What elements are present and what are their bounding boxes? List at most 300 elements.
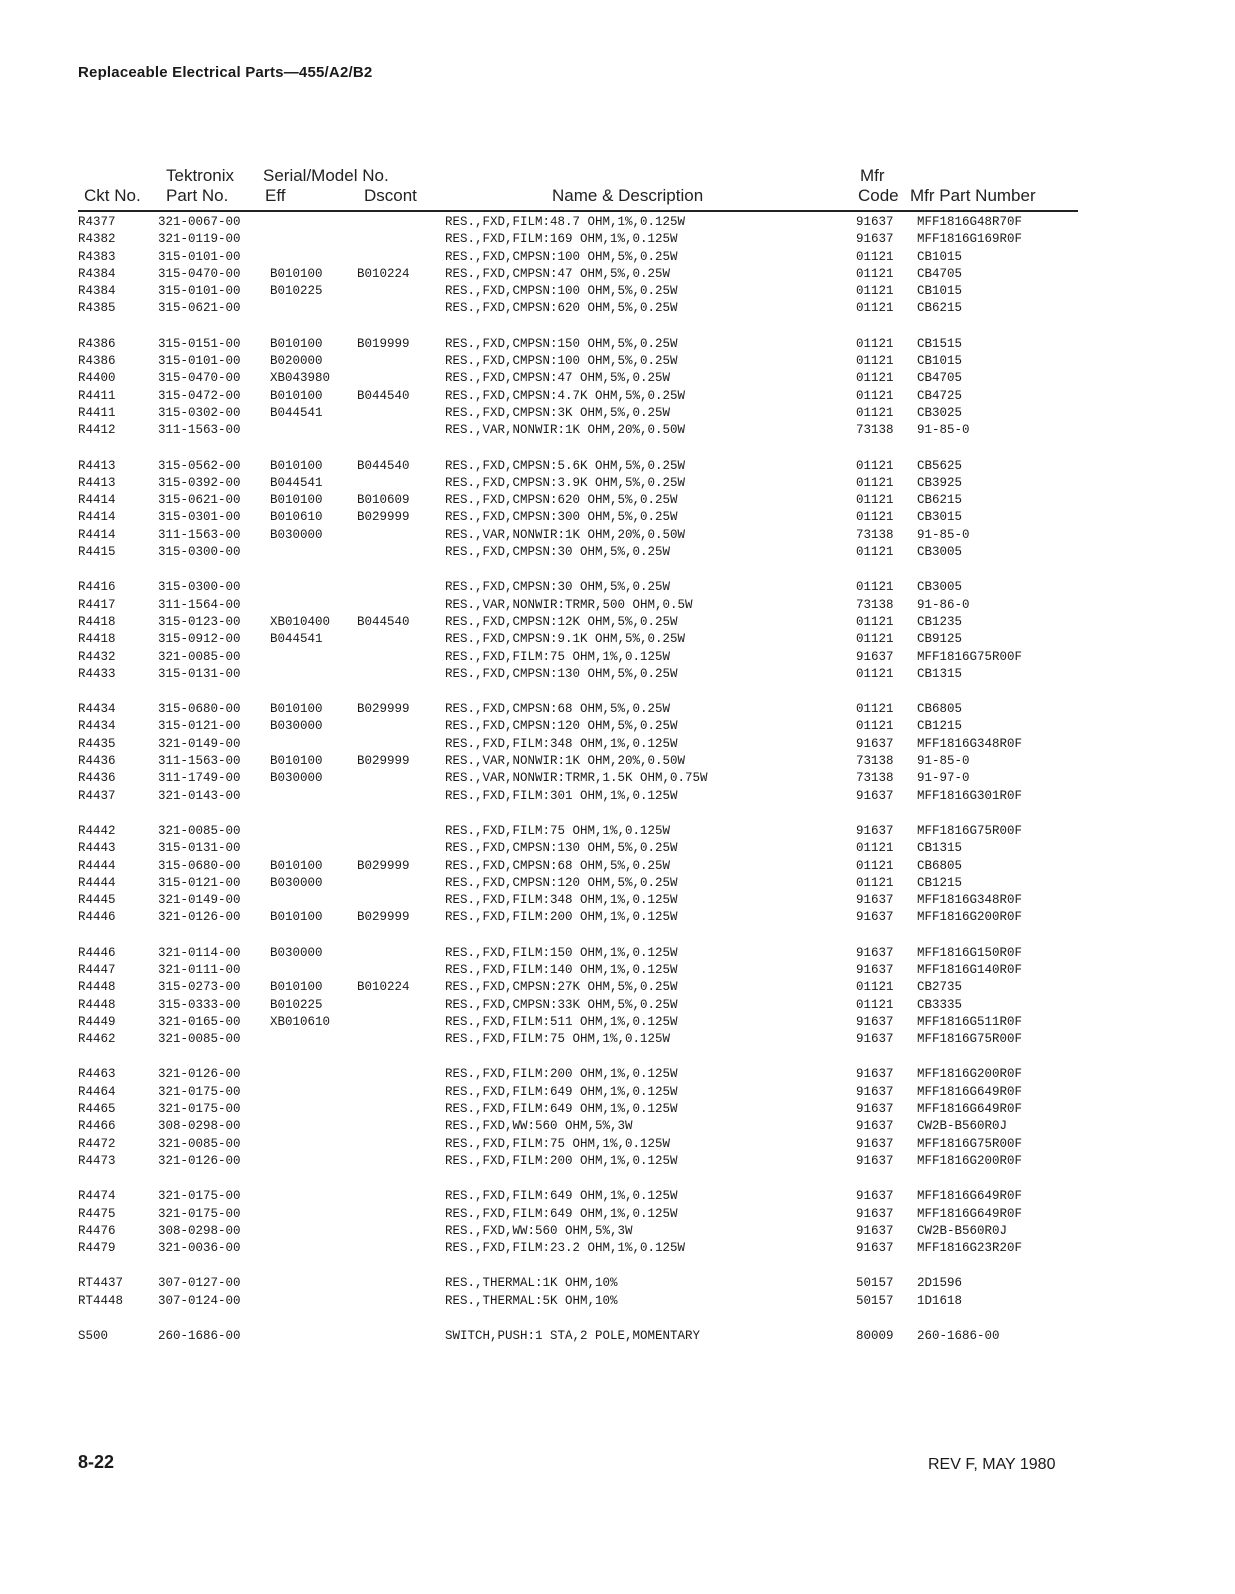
header-part-no: Part No. [166,186,229,205]
mfr-part-number-cell: CB3925 [917,475,963,490]
description-cell: RES.,FXD,CMPSN:27K OHM,5%,0.25W [445,980,678,995]
mfr-part-number-cell: 260-1686-00 [917,1329,1000,1344]
mfr-part-number-cell: CB1315 [917,666,963,681]
table-row [0,337,1235,354]
description-cell: RES.,VAR,NONWIR:1K OHM,20%,0.50W [445,527,686,542]
description-cell: RES.,FXD,CMPSN:150 OHM,5%,0.25W [445,336,678,351]
description-cell: RES.,FXD,CMPSN:68 OHM,5%,0.25W [445,702,671,717]
part-no-cell: 315-0621-00 [158,493,241,508]
eff-cell: B010100 [270,858,323,873]
description-cell: RES.,FXD,CMPSN:120 OHM,5%,0.25W [445,719,678,734]
eff-cell: B010100 [270,336,323,351]
part-no-cell: 315-0472-00 [158,388,241,403]
table-row [0,1241,1235,1258]
mfr-part-number-cell: CB3015 [917,510,963,525]
ckt-no-cell: R4386 [78,354,116,369]
mfr-part-number-cell: MFF1816G75R00F [917,1136,1023,1151]
mfr-code-cell: 01121 [856,980,894,995]
eff-cell: B044541 [270,405,323,420]
part-no-cell: 321-0119-00 [158,232,241,247]
ckt-no-cell: R4449 [78,1014,116,1029]
table-row [0,893,1235,910]
part-no-cell: 315-0131-00 [158,666,241,681]
part-no-cell: 260-1686-00 [158,1329,241,1344]
ckt-no-cell: R4465 [78,1102,116,1117]
dscont-cell: B019999 [357,336,410,351]
row-group [0,702,1235,806]
header-mfr: Mfr [860,166,885,185]
ckt-no-cell: R4448 [78,997,116,1012]
description-cell: RES.,FXD,CMPSN:68 OHM,5%,0.25W [445,858,671,873]
table-row [0,859,1235,876]
mfr-part-number-cell: CB1215 [917,875,963,890]
mfr-part-number-cell: MFF1816G150R0F [917,945,1023,960]
description-cell: RES.,FXD,CMPSN:3.9K OHM,5%,0.25W [445,475,686,490]
table-row [0,1329,1235,1346]
part-no-cell: 321-0175-00 [158,1206,241,1221]
part-no-cell: 315-0392-00 [158,475,241,490]
part-no-cell: 321-0175-00 [158,1189,241,1204]
mfr-part-number-cell: MFF1816G200R0F [917,1067,1023,1082]
ckt-no-cell: R4448 [78,980,116,995]
part-no-cell: 315-0101-00 [158,354,241,369]
dscont-cell: B029999 [357,910,410,925]
mfr-code-cell: 73138 [856,527,894,542]
revision-label: REV F, MAY 1980 [928,1456,1056,1473]
table-row [0,1189,1235,1206]
mfr-code-cell: 91637 [856,823,894,838]
part-no-cell: 321-0126-00 [158,910,241,925]
ckt-no-cell: R4414 [78,493,116,508]
mfr-part-number-cell: MFF1816G511R0F [917,1014,1023,1029]
mfr-part-number-cell: CB4725 [917,388,963,403]
mfr-code-cell: 01121 [856,475,894,490]
mfr-code-cell: 91637 [856,945,894,960]
part-no-cell: 315-0680-00 [158,858,241,873]
mfr-code-cell: 80009 [856,1329,894,1344]
table-row [0,284,1235,301]
mfr-part-number-cell: MFF1816G48R70F [917,215,1023,229]
part-no-cell: 321-0036-00 [158,1241,241,1256]
eff-cell: B010100 [270,702,323,717]
mfr-part-number-cell: CB6805 [917,858,963,873]
mfr-part-number-cell: MFF1816G200R0F [917,1153,1023,1168]
mfr-part-number-cell: CB1015 [917,354,963,369]
description-cell: RES.,FXD,FILM:75 OHM,1%,0.125W [445,649,671,664]
mfr-part-number-cell: CB4705 [917,266,963,281]
table-row [0,841,1235,858]
description-cell: RES.,FXD,CMPSN:3K OHM,5%,0.25W [445,405,671,420]
ckt-no-cell: R4434 [78,702,116,717]
ckt-no-cell: R4411 [78,405,116,420]
part-no-cell: 311-1749-00 [158,771,241,786]
mfr-part-number-cell: CB1235 [917,614,963,629]
part-no-cell: 311-1564-00 [158,597,241,612]
mfr-code-cell: 91637 [856,649,894,664]
table-row [0,789,1235,806]
mfr-code-cell: 91637 [856,1102,894,1117]
table-row [0,910,1235,927]
header-mfr-part-number: Mfr Part Number [910,186,1036,205]
eff-cell: B010100 [270,754,323,769]
mfr-code-cell: 91637 [856,1189,894,1204]
mfr-part-number-cell: 1D1618 [917,1293,963,1308]
part-no-cell: 321-0085-00 [158,1032,241,1047]
table-row [0,702,1235,719]
mfr-code-cell: 73138 [856,423,894,438]
part-no-cell: 315-0273-00 [158,980,241,995]
mfr-code-cell: 01121 [856,666,894,681]
ckt-no-cell: R4413 [78,458,116,473]
ckt-no-cell: R4377 [78,215,116,229]
part-no-cell: 315-0470-00 [158,371,241,386]
ckt-no-cell: R4473 [78,1153,116,1168]
description-cell: SWITCH,PUSH:1 STA,2 POLE,MOMENTARY [445,1329,701,1344]
description-cell: RES.,FXD,CMPSN:5.6K OHM,5%,0.25W [445,458,686,473]
ckt-no-cell: S500 [78,1329,109,1344]
description-cell: RES.,FXD,CMPSN:100 OHM,5%,0.25W [445,284,678,299]
ckt-no-cell: RT4448 [78,1293,124,1308]
table-row [0,1015,1235,1032]
dscont-cell: B029999 [357,858,410,873]
table-row [0,754,1235,771]
part-no-cell: 321-0111-00 [158,962,241,977]
table-row [0,389,1235,406]
description-cell: RES.,FXD,CMPSN:620 OHM,5%,0.25W [445,301,678,316]
mfr-code-cell: 91637 [856,1153,894,1168]
part-no-cell: 321-0175-00 [158,1102,241,1117]
row-group [0,337,1235,441]
description-cell: RES.,FXD,WW:560 OHM,5%,3W [445,1223,633,1238]
part-no-cell: 321-0126-00 [158,1153,241,1168]
ckt-no-cell: R4447 [78,962,116,977]
description-cell: RES.,FXD,FILM:200 OHM,1%,0.125W [445,910,678,925]
description-cell: RES.,FXD,FILM:649 OHM,1%,0.125W [445,1102,678,1117]
row-group [0,1329,1235,1346]
ckt-no-cell: R4479 [78,1241,116,1256]
ckt-no-cell: R4384 [78,266,116,281]
mfr-code-cell: 01121 [856,405,894,420]
ckt-no-cell: R4432 [78,649,116,664]
row-group [0,946,1235,1050]
description-cell: RES.,FXD,CMPSN:620 OHM,5%,0.25W [445,493,678,508]
mfr-code-cell: 91637 [856,1067,894,1082]
mfr-part-number-cell: 91-85-0 [917,423,970,438]
table-row [0,998,1235,1015]
part-no-cell: 321-0165-00 [158,1014,241,1029]
dscont-cell: B029999 [357,702,410,717]
part-no-cell: 308-0298-00 [158,1223,241,1238]
table-row [0,232,1235,249]
table-row [0,1032,1235,1049]
dscont-cell: B029999 [357,754,410,769]
description-cell: RES.,FXD,FILM:169 OHM,1%,0.125W [445,232,678,247]
table-row [0,1294,1235,1311]
description-cell: RES.,FXD,FILM:200 OHM,1%,0.125W [445,1153,678,1168]
table-row [0,980,1235,997]
description-cell: RES.,FXD,FILM:348 OHM,1%,0.125W [445,893,678,908]
table-row [0,267,1235,284]
part-no-cell: 315-0302-00 [158,405,241,420]
description-cell: RES.,FXD,CMPSN:47 OHM,5%,0.25W [445,266,671,281]
part-no-cell: 315-0680-00 [158,702,241,717]
mfr-part-number-cell: CB3025 [917,405,963,420]
row-group [0,459,1235,563]
table-row [0,510,1235,527]
description-cell: RES.,FXD,CMPSN:4.7K OHM,5%,0.25W [445,388,686,403]
table-row [0,423,1235,440]
ckt-no-cell: R4434 [78,719,116,734]
description-cell: RES.,FXD,CMPSN:30 OHM,5%,0.25W [445,580,671,595]
header-serial-model: Serial/Model No. [263,166,389,185]
ckt-no-cell: R4436 [78,754,116,769]
row-group [0,1189,1235,1258]
mfr-part-number-cell: MFF1816G301R0F [917,788,1023,803]
table-row [0,650,1235,667]
description-cell: RES.,FXD,FILM:348 OHM,1%,0.125W [445,736,678,751]
description-cell: RES.,FXD,FILM:48.7 OHM,1%,0.125W [445,215,686,229]
ckt-no-cell: R4435 [78,736,116,751]
ckt-no-cell: R4442 [78,823,116,838]
description-cell: RES.,FXD,FILM:75 OHM,1%,0.125W [445,823,671,838]
eff-cell: XB010400 [270,614,331,629]
mfr-code-cell: 91637 [856,1032,894,1047]
part-no-cell: 307-0124-00 [158,1293,241,1308]
part-no-cell: 315-0562-00 [158,458,241,473]
description-cell: RES.,FXD,FILM:140 OHM,1%,0.125W [445,962,678,977]
mfr-part-number-cell: CB1015 [917,284,963,299]
ckt-no-cell: R4466 [78,1119,116,1134]
ckt-no-cell: R4418 [78,632,116,647]
ckt-no-cell: R4446 [78,910,116,925]
ckt-no-cell: R4384 [78,284,116,299]
part-no-cell: 311-1563-00 [158,754,241,769]
part-no-cell: 321-0126-00 [158,1067,241,1082]
ckt-no-cell: R4415 [78,545,116,560]
description-cell: RES.,FXD,WW:560 OHM,5%,3W [445,1119,633,1134]
header-tektronix: Tektronix [166,166,235,185]
row-group [0,1067,1235,1171]
table-row [0,301,1235,318]
mfr-code-cell: 01121 [856,493,894,508]
table-row [0,1207,1235,1224]
mfr-code-cell: 91637 [856,1014,894,1029]
table-row [0,615,1235,632]
ckt-no-cell: R4444 [78,875,116,890]
dscont-cell: B044540 [357,458,410,473]
ckt-no-cell: R4413 [78,475,116,490]
mfr-part-number-cell: 2D1596 [917,1276,963,1291]
description-cell: RES.,FXD,CMPSN:30 OHM,5%,0.25W [445,545,671,560]
description-cell: RES.,FXD,CMPSN:12K OHM,5%,0.25W [445,614,678,629]
header-rule [78,210,1078,212]
part-no-cell: 321-0085-00 [158,823,241,838]
description-cell: RES.,FXD,FILM:301 OHM,1%,0.125W [445,788,678,803]
eff-cell: B030000 [270,875,323,890]
mfr-code-cell: 01121 [856,284,894,299]
mfr-code-cell: 01121 [856,249,894,264]
dscont-cell: B044540 [357,614,410,629]
eff-cell: B010225 [270,284,323,299]
description-cell: RES.,FXD,CMPSN:47 OHM,5%,0.25W [445,371,671,386]
mfr-part-number-cell: MFF1816G75R00F [917,1032,1023,1047]
header-dscont: Dscont [364,186,417,205]
mfr-part-number-cell: 91-85-0 [917,527,970,542]
part-no-cell: 321-0085-00 [158,1136,241,1151]
eff-cell: B030000 [270,771,323,786]
mfr-part-number-cell: CB4705 [917,371,963,386]
header-ckt-no: Ckt No. [84,186,141,205]
ckt-no-cell: R4411 [78,388,116,403]
mfr-part-number-cell: CB3335 [917,997,963,1012]
table-row [0,354,1235,371]
eff-cell: B010100 [270,388,323,403]
part-no-cell: 321-0143-00 [158,788,241,803]
table-row [0,737,1235,754]
ckt-no-cell: R4444 [78,858,116,873]
mfr-code-cell: 91637 [856,1223,894,1238]
part-no-cell: 321-0067-00 [158,215,241,229]
eff-cell: B010100 [270,910,323,925]
table-row [0,1137,1235,1154]
mfr-code-cell: 01121 [856,858,894,873]
mfr-code-cell: 01121 [856,614,894,629]
description-cell: RES.,FXD,FILM:649 OHM,1%,0.125W [445,1206,678,1221]
table-row [0,719,1235,736]
mfr-part-number-cell: 91-97-0 [917,771,970,786]
mfr-part-number-cell: CB5625 [917,458,963,473]
mfr-part-number-cell: CW2B-B560R0J [917,1223,1008,1238]
table-row [0,493,1235,510]
description-cell: RES.,FXD,CMPSN:100 OHM,5%,0.25W [445,354,678,369]
row-group [0,580,1235,684]
description-cell: RES.,VAR,NONWIR:TRMR,1.5K OHM,0.75W [445,771,708,786]
eff-cell: B010100 [270,458,323,473]
table-row [0,459,1235,476]
eff-cell: B010100 [270,980,323,995]
mfr-code-cell: 01121 [856,875,894,890]
description-cell: RES.,THERMAL:5K OHM,10% [445,1293,618,1308]
eff-cell: XB010610 [270,1014,331,1029]
mfr-part-number-cell: MFF1816G75R00F [917,823,1023,838]
table-row [0,215,1235,232]
parts-table [0,215,1235,1364]
mfr-code-cell: 50157 [856,1276,894,1291]
mfr-part-number-cell: CB6805 [917,702,963,717]
description-cell: RES.,FXD,CMPSN:9.1K OHM,5%,0.25W [445,632,686,647]
mfr-part-number-cell: MFF1816G169R0F [917,232,1023,247]
mfr-code-cell: 01121 [856,632,894,647]
mfr-part-number-cell: CB3005 [917,580,963,595]
eff-cell: B010100 [270,266,323,281]
description-cell: RES.,FXD,FILM:511 OHM,1%,0.125W [445,1014,678,1029]
mfr-part-number-cell: CB1515 [917,336,963,351]
dscont-cell: B010609 [357,493,410,508]
row-group [0,215,1235,319]
part-no-cell: 321-0114-00 [158,945,241,960]
mfr-code-cell: 91637 [856,893,894,908]
ckt-no-cell: R4412 [78,423,116,438]
ckt-no-cell: R4418 [78,614,116,629]
part-no-cell: 315-0121-00 [158,719,241,734]
ckt-no-cell: R4475 [78,1206,116,1221]
eff-cell: B044541 [270,475,323,490]
page-title: Replaceable Electrical Parts—455/A2/B2 [78,64,373,81]
table-row [0,1224,1235,1241]
mfr-part-number-cell: MFF1816G649R0F [917,1102,1023,1117]
ckt-no-cell: R4383 [78,249,116,264]
mfr-part-number-cell: 91-86-0 [917,597,970,612]
mfr-code-cell: 91637 [856,1084,894,1099]
part-no-cell: 315-0123-00 [158,614,241,629]
mfr-code-cell: 91637 [856,215,894,229]
ckt-no-cell: R4476 [78,1223,116,1238]
mfr-part-number-cell: CB6215 [917,301,963,316]
mfr-code-cell: 01121 [856,458,894,473]
mfr-code-cell: 91637 [856,736,894,751]
mfr-part-number-cell: MFF1816G649R0F [917,1084,1023,1099]
mfr-part-number-cell: CB6215 [917,493,963,508]
ckt-no-cell: R4416 [78,580,116,595]
mfr-code-cell: 73138 [856,771,894,786]
description-cell: RES.,FXD,CMPSN:130 OHM,5%,0.25W [445,666,678,681]
mfr-code-cell: 91637 [856,1136,894,1151]
mfr-part-number-cell: MFF1816G23R20F [917,1241,1023,1256]
mfr-part-number-cell: CB2735 [917,980,963,995]
table-row [0,1085,1235,1102]
mfr-part-number-cell: MFF1816G75R00F [917,649,1023,664]
ckt-no-cell: R4437 [78,788,116,803]
mfr-part-number-cell: MFF1816G649R0F [917,1206,1023,1221]
ckt-no-cell: R4400 [78,371,116,386]
table-row [0,580,1235,597]
ckt-no-cell: R4463 [78,1067,116,1082]
ckt-no-cell: R4414 [78,510,116,525]
mfr-code-cell: 01121 [856,545,894,560]
table-row [0,545,1235,562]
mfr-part-number-cell: CW2B-B560R0J [917,1119,1008,1134]
mfr-part-number-cell: 91-85-0 [917,754,970,769]
table-row [0,1276,1235,1293]
eff-cell: B030000 [270,945,323,960]
table-row [0,371,1235,388]
part-no-cell: 315-0301-00 [158,510,241,525]
mfr-code-cell: 91637 [856,788,894,803]
ckt-no-cell: R4414 [78,527,116,542]
mfr-part-number-cell: MFF1816G348R0F [917,893,1023,908]
part-no-cell: 307-0127-00 [158,1276,241,1291]
description-cell: RES.,FXD,FILM:649 OHM,1%,0.125W [445,1084,678,1099]
mfr-code-cell: 91637 [856,1206,894,1221]
part-no-cell: 315-0101-00 [158,284,241,299]
eff-cell: B010610 [270,510,323,525]
part-no-cell: 315-0333-00 [158,997,241,1012]
table-row [0,250,1235,267]
ckt-no-cell: R4474 [78,1189,116,1204]
mfr-code-cell: 91637 [856,910,894,925]
ckt-no-cell: R4462 [78,1032,116,1047]
table-row [0,1067,1235,1084]
mfr-code-cell: 91637 [856,232,894,247]
table-row [0,963,1235,980]
mfr-code-cell: 91637 [856,1119,894,1134]
table-row [0,771,1235,788]
part-no-cell: 321-0149-00 [158,736,241,751]
description-cell: RES.,FXD,CMPSN:130 OHM,5%,0.25W [445,841,678,856]
dscont-cell: B010224 [357,980,410,995]
table-row [0,598,1235,615]
description-cell: RES.,FXD,FILM:150 OHM,1%,0.125W [445,945,678,960]
